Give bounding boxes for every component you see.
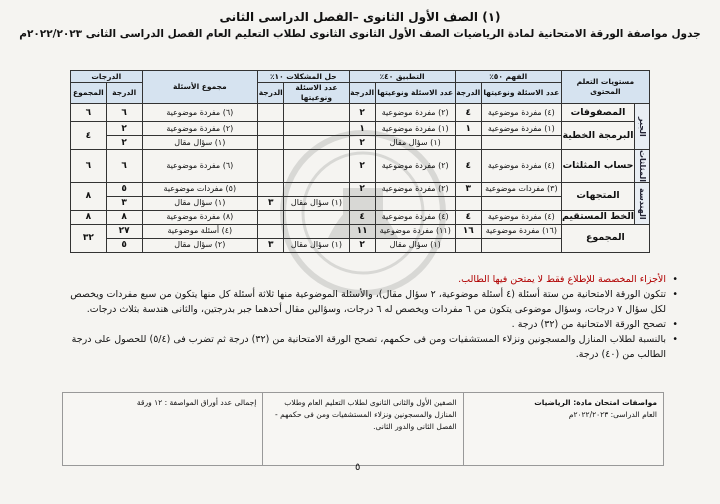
table-cell	[258, 122, 284, 136]
table-cell: ٤	[455, 210, 481, 224]
table-cell: ٤	[71, 122, 107, 150]
table-cell	[284, 210, 349, 224]
table-cell: (٣) مفردات موضوعية	[481, 182, 561, 196]
table-cell: (٤) أسئلة موضوعية	[142, 224, 258, 238]
table-cell: ٢٧	[106, 224, 142, 238]
apply-grade-header: الدرجة	[349, 83, 375, 104]
table-cell	[284, 182, 349, 196]
apply-count-header: عدد الاسئلة ونوعيتها	[375, 83, 455, 104]
table-cell: ٢	[349, 104, 375, 122]
table-cell: ١١	[349, 224, 375, 238]
table-cell: ٣	[258, 196, 284, 210]
table-cell: (١) سؤال مقال	[375, 238, 455, 252]
table-cell: (٤) مفردة موضوعية	[481, 104, 561, 122]
table-cell: (٦) مفردة موضوعية	[142, 104, 258, 122]
grand-total-cell: ٣٢	[71, 224, 107, 252]
specification-table	[70, 70, 650, 253]
table-cell	[481, 136, 561, 150]
notes-section	[40, 272, 680, 362]
table-cell	[258, 136, 284, 150]
table-cell: ٦	[71, 104, 107, 122]
table-cell: (١) سؤال مقال	[142, 196, 258, 210]
table-cell	[284, 224, 349, 238]
table-cell	[258, 224, 284, 238]
table-cell: (٢) مفردة موضوعية	[375, 104, 455, 122]
note-item: • تتكون الورقة الامتحانية من ستة أسئلة (٤ أسئلة موضوعية، ٢ سؤال مقال)، والأسئلة الموضوعية منها ثلاثة أسئلة كل منها يتكون من سبع مفردات ويخصص	[40, 287, 680, 302]
table-cell	[258, 104, 284, 122]
table-cell	[481, 196, 561, 210]
branch-geometry: الهندسة	[635, 182, 650, 224]
table-cell: (١) سؤال مقال	[284, 238, 349, 252]
topic-linear-programming: البرمجة الخطية	[561, 122, 635, 150]
table-cell: ٣	[455, 182, 481, 196]
note-item: • بالنسبة لطلاب المنازل والمسجونين ونزلاء المستشفيات ومن فى حكمهم، تصحح الورقة الامتحانية من (٣٢) درجة ثم تضرب فى (٥/٤) للحصول على درجة	[40, 332, 680, 347]
document-subtitle: جدول مواصفة الورقة الامتحانية لمادة الرياضيات الصف الأول الثانوى الثانوى لطلاب التعليم العام الفصل الدراسى الثانى ٢٠٢٢/٢٠٢٣م	[19, 28, 701, 40]
table-cell: ٦	[106, 104, 142, 122]
table-cell	[284, 136, 349, 150]
table-cell: ١	[349, 122, 375, 136]
table-cell: (١١) مفردة موضوعية	[375, 224, 455, 238]
table-cell: (٥) مفردات موضوعية	[142, 182, 258, 196]
table-cell: (١) سؤال مقال	[284, 196, 349, 210]
footer-pages-text: إجمالى عدد أوراق المواصفة : ١٢ ورقة	[136, 398, 257, 407]
table-cell: (١) سؤال مقال	[375, 136, 455, 150]
table-cell: ٥	[106, 182, 142, 196]
table-cell	[258, 210, 284, 224]
table-cell	[258, 150, 284, 183]
footer-cell-subject	[463, 393, 663, 465]
topic-straight-line: الخط المستقيم	[561, 211, 635, 223]
table-cell	[284, 150, 349, 183]
document-title: (١) الصف الأول الثانوى –الفصل الدراسى الثانى	[219, 10, 501, 24]
table-cell: (٨) مفردة موضوعية	[142, 210, 258, 224]
document-header	[0, 8, 720, 42]
table-cell: ٦	[71, 150, 107, 183]
footer-cell-grades	[262, 393, 462, 465]
understand-header: الفهم ٥٠٪	[455, 71, 561, 83]
table-cell: (٤) مفردة موضوعية	[481, 150, 561, 183]
table-cell	[455, 196, 481, 210]
table-cell: ٢	[349, 150, 375, 183]
table-cell	[258, 182, 284, 196]
table-cell: (٦) مفردة موضوعية	[142, 150, 258, 183]
table-cell: (١) مفردة موضوعية	[481, 122, 561, 136]
table-cell: ٨	[106, 210, 142, 224]
table-cell: ٨	[71, 182, 107, 210]
note-item	[40, 272, 680, 287]
table-cell: (٢) مفردة موضوعية	[375, 150, 455, 183]
table-cell: ١	[455, 122, 481, 136]
total-row-label: المجموع	[561, 224, 649, 252]
table-cell: (١٦) مفردة موضوعية	[481, 224, 561, 238]
table-cell: ٤	[455, 150, 481, 183]
topic-matrices: المصفوفات	[561, 104, 635, 122]
understand-count-header: عدد الاسئلة ونوعيتها	[481, 83, 561, 104]
table-cell: ٤	[455, 104, 481, 122]
table-cell: ٢	[349, 136, 375, 150]
table-cell: (١) سؤال مقال	[142, 136, 258, 150]
footer-cell-pages	[63, 393, 262, 465]
table-cell	[375, 196, 455, 210]
problem-grade-header: الدرجة	[258, 83, 284, 104]
total-header: المجموع	[71, 83, 107, 104]
problem-count-header: عدد الاسئلة ونوعيتها	[284, 83, 349, 104]
topic-trigonometry: حساب المثلثات	[561, 150, 635, 183]
table-cell: ٦	[106, 150, 142, 183]
table-cell	[284, 104, 349, 122]
table-cell: ٢	[106, 122, 142, 136]
grades-header: الدرجات	[71, 71, 143, 83]
branch-algebra: الجبر	[635, 104, 650, 150]
levels-label: مستويات التعلم	[576, 77, 635, 86]
table-cell: ٣	[106, 196, 142, 210]
understand-grade-header: الدرجة	[455, 83, 481, 104]
problem-solving-header: حل المشكلات ١٠٪	[258, 71, 349, 83]
note-continuation: لكل سؤال ٧ درجات، وسؤال موضوعى يتكون من ٦ مفردات ويخصص له ٦ درجات، وسؤالين مقال أحدهما جبر بدرجتين، والثانى هندسة بثلاث درجات.	[86, 304, 666, 315]
table-cell: ٥	[106, 238, 142, 252]
table-cell: (١) مفردة موضوعية	[375, 122, 455, 136]
table-cell	[455, 238, 481, 252]
table-cell	[481, 238, 561, 252]
table-cell: ٢	[349, 182, 375, 196]
footer-grades-text: الصفين الأول والثانى الثانوى لطلاب التعليم العام وطلاب المنازل والمسجونين ونزلاء المستشفيات ومن فى حكمهم - الفصل الثانى والدور الثانى.	[275, 398, 457, 431]
table-cell	[284, 122, 349, 136]
table-cell: (٢) مفردة موضوعية	[142, 122, 258, 136]
table-cell: (٢) مفردة موضوعية	[375, 182, 455, 196]
table-cell: (٤) مفردة موضوعية	[481, 210, 561, 224]
grade-header: الدرجة	[106, 83, 142, 104]
topic-vectors: المتجهات	[561, 182, 635, 210]
table-cell	[349, 196, 375, 210]
table-cell: ٤	[349, 210, 375, 224]
table-cell: ٢	[349, 238, 375, 252]
levels-header-cell	[561, 71, 649, 104]
table-cell: ٣	[258, 238, 284, 252]
branch-trig: المثلثات	[635, 150, 650, 183]
sum-questions-header: مجموع الأسئلة	[142, 71, 258, 104]
note-item: • تصحح الورقة الامتحانية من (٣٢) درجة .	[40, 317, 680, 332]
footer-subject: مواصفات امتحان مادة: الرياضيات	[534, 398, 657, 407]
table-cell: (٢) سؤال مقال	[142, 238, 258, 252]
table-cell	[455, 136, 481, 150]
table-cell: ١٦	[455, 224, 481, 238]
table-cell: ٢	[106, 136, 142, 150]
table-cell: (٤) مفردة موضوعية	[375, 210, 455, 224]
footer-year: العام الدراسى: ٢٠٢٢/٢٠٢٣م	[568, 410, 657, 419]
note-continuation: الطالب من (٤٠) درجة.	[575, 349, 666, 360]
note-text: الأجزاء المخصصة للإطلاع فقط لا يمتحن فيها الطالب.	[458, 274, 666, 285]
apply-header: التطبيق ٤٠٪	[349, 71, 455, 83]
table-cell: ٨	[71, 210, 107, 224]
content-label: المحتوى	[590, 87, 621, 96]
page-number: ٥	[355, 462, 361, 473]
footer-box	[62, 392, 664, 466]
